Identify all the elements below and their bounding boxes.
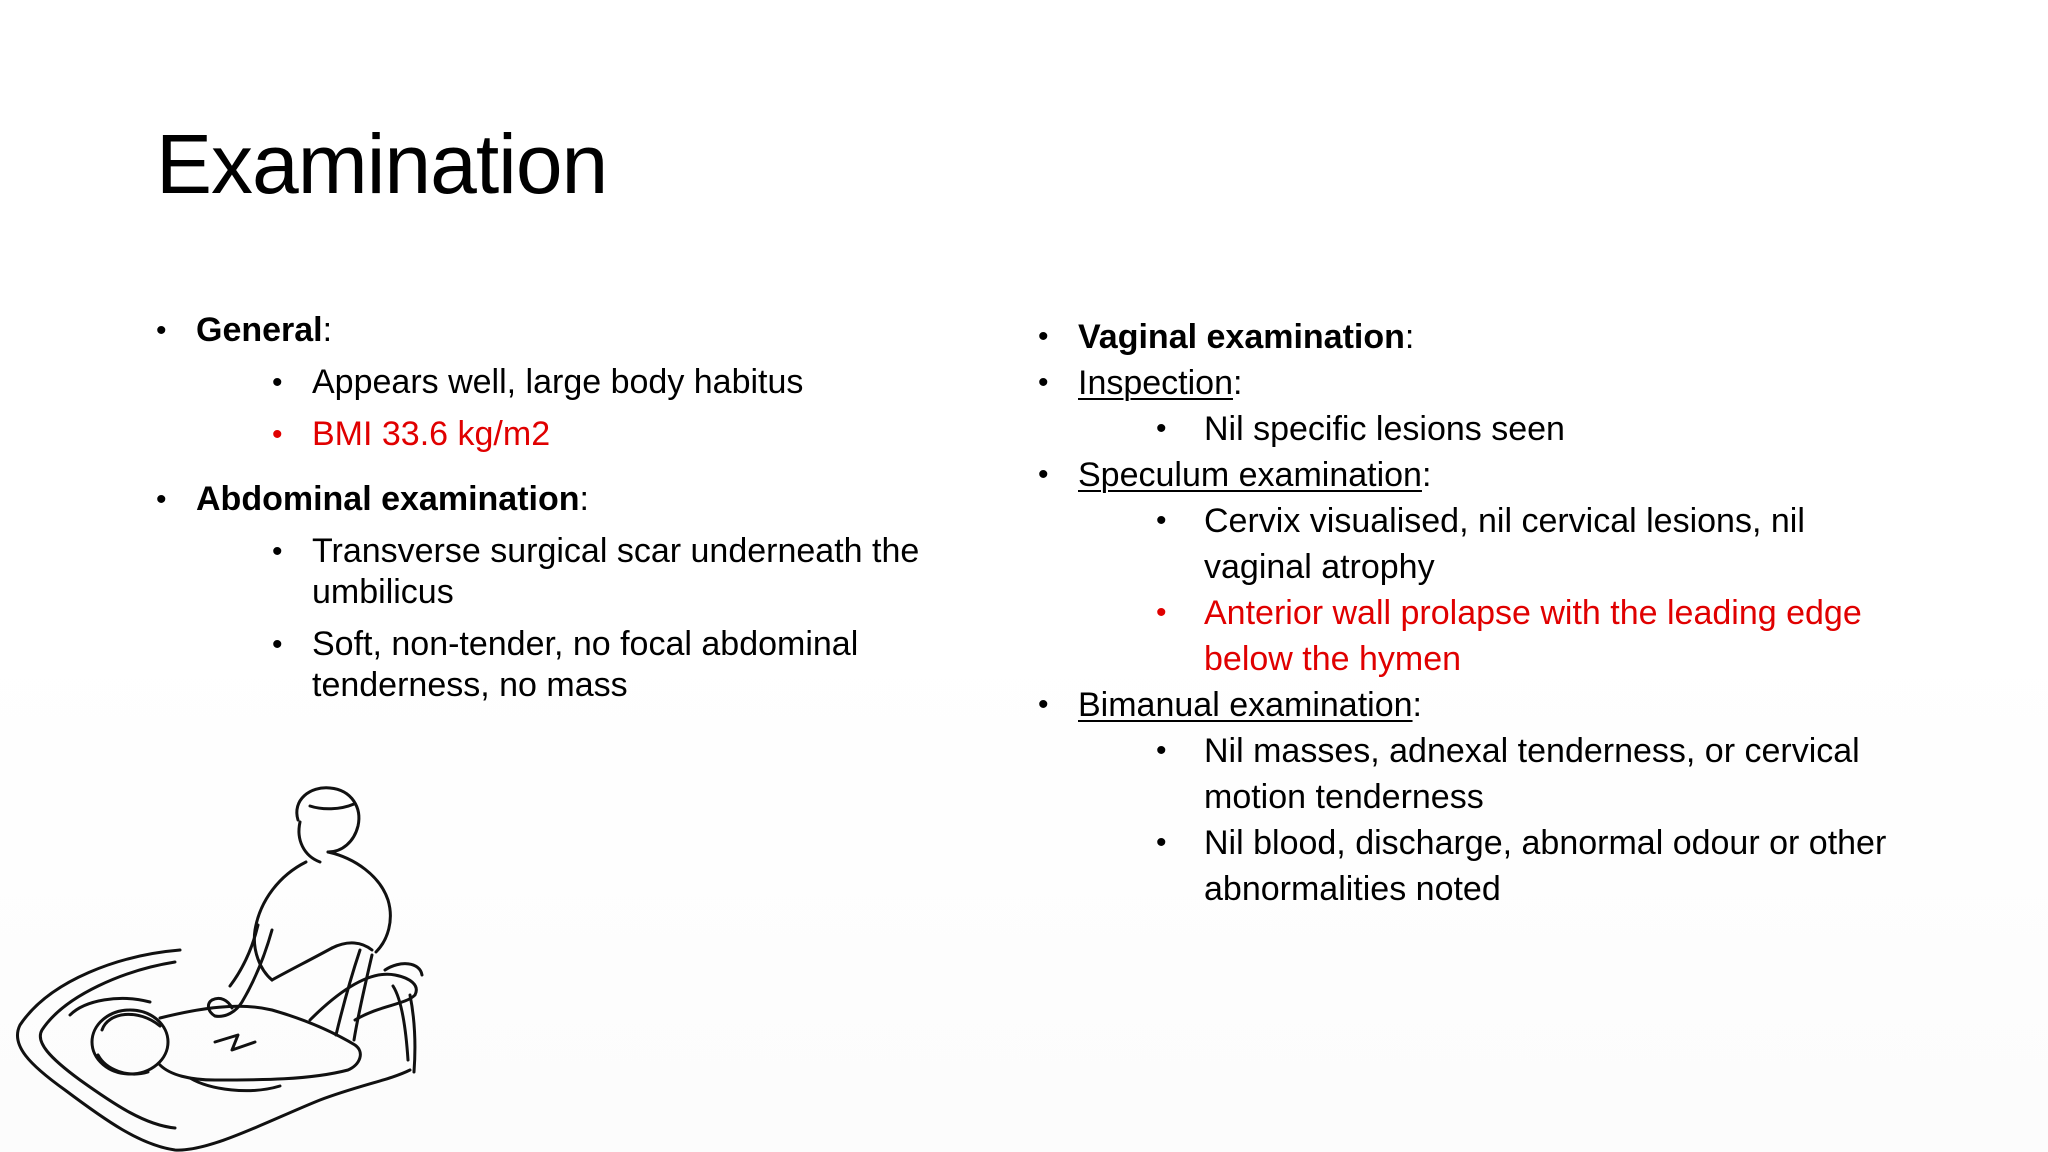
general-bullet <box>156 310 956 455</box>
right-bullet-list <box>1038 314 1898 912</box>
general-sublist <box>196 362 956 455</box>
speculum-colon: : <box>1421 456 1432 494</box>
bimanual-heading: Bimanual examination <box>1078 686 1413 724</box>
bimanual-item-masses: • Nil masses, adnexal tenderness, or cervical motion tenderness <box>1078 728 1898 820</box>
inspection-heading: Inspection <box>1078 364 1233 402</box>
right-column <box>1038 314 1898 912</box>
bimanual-colon: : <box>1412 686 1422 724</box>
abdominal-heading: Abdominal examination <box>196 480 580 518</box>
bimanual-item-blood: • Nil blood, discharge, abnormal odour or other abnormalities noted <box>1078 820 1898 912</box>
speculum-sublist <box>1078 498 1898 682</box>
vaginal-heading: Vaginal examination <box>1078 318 1405 356</box>
inspection-bullet <box>1038 360 1898 452</box>
general-item-appearance: • Appears well, large body habitus <box>196 362 956 403</box>
general-item-bmi: • BMI 33.6 kg/m2 <box>196 414 956 455</box>
speculum-heading: Speculum examination <box>1078 456 1422 494</box>
abdominal-sublist <box>196 531 956 706</box>
inspection-sublist <box>1078 406 1898 452</box>
abdominal-bullet <box>156 479 956 706</box>
general-heading: General <box>196 311 323 349</box>
left-bullet-list <box>156 310 956 706</box>
vaginal-colon: : <box>1404 318 1415 356</box>
inspection-item-lesions: • Nil specific lesions seen <box>1078 406 1898 452</box>
abdominal-colon: : <box>579 480 589 518</box>
abdominal-item-soft: • Soft, non-tender, no focal abdominal tenderness, no mass <box>196 624 956 706</box>
bimanual-bullet <box>1038 682 1898 912</box>
general-colon: : <box>322 311 333 349</box>
speculum-bullet <box>1038 452 1898 682</box>
bimanual-sublist <box>1078 728 1898 912</box>
abdominal-item-scar: • Transverse surgical scar underneath the umbilicus <box>196 531 956 613</box>
slide-title: Examination <box>156 117 608 211</box>
doctor-examining-patient-sketch-icon <box>10 780 500 1152</box>
vaginal-bullet <box>1038 314 1898 360</box>
left-column <box>156 310 956 706</box>
inspection-colon: : <box>1233 364 1243 402</box>
speculum-item-cervix: • Cervix visualised, nil cervical lesions, nil vaginal atrophy <box>1078 498 1898 590</box>
speculum-item-prolapse: • Anterior wall prolapse with the leading edge below the hymen <box>1078 590 1898 682</box>
